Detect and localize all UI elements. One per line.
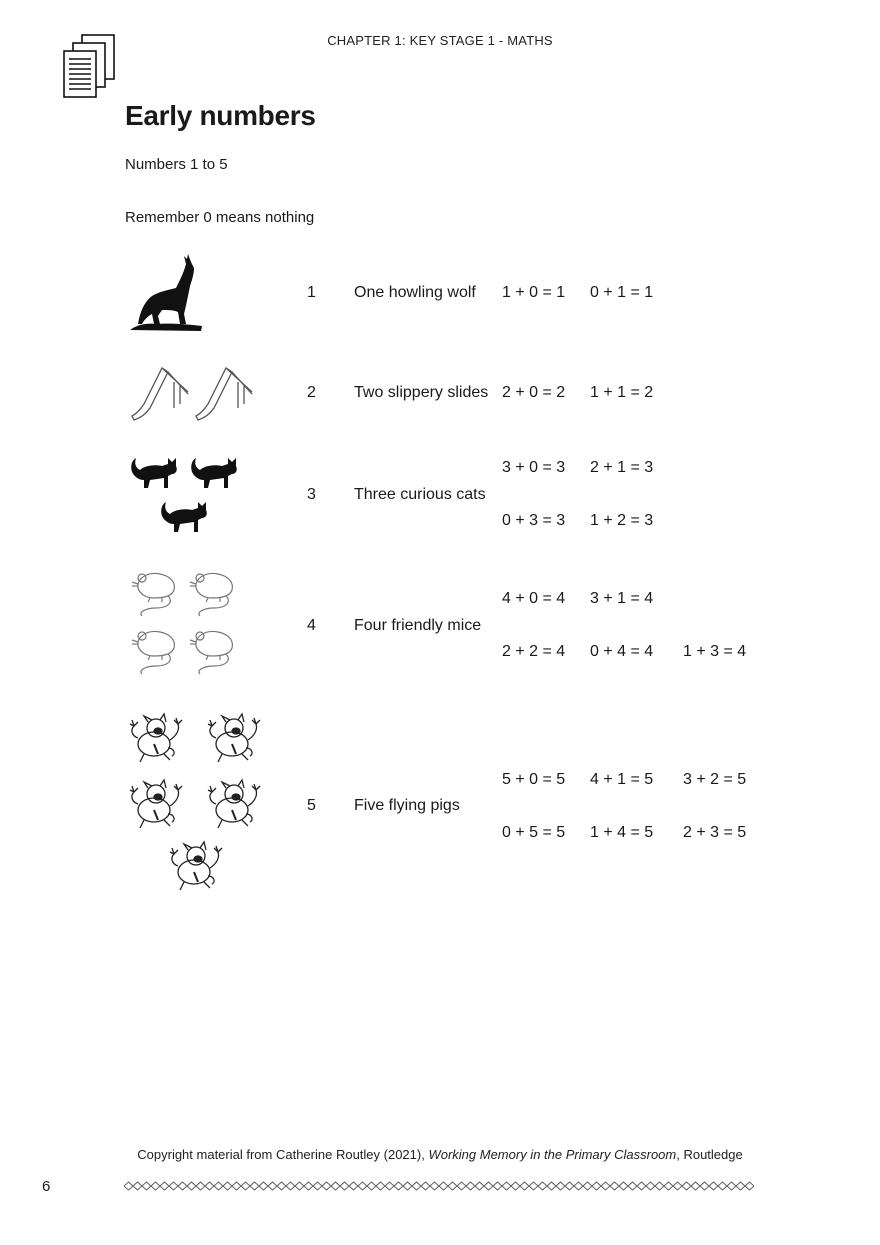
book-title: Working Memory in the Primary Classroom (428, 1147, 677, 1162)
row-phrase: Five flying pigs (354, 797, 460, 814)
wolf-icon (128, 250, 206, 332)
pig-icon (128, 712, 272, 898)
cat-icon (128, 450, 244, 538)
sum: 2 + 1 = 3 (590, 459, 654, 476)
row-phrase: Two slippery slides (354, 384, 489, 401)
sum: 5 + 0 = 5 (502, 771, 566, 788)
page-number: 6 (42, 1178, 51, 1195)
sum: 0 + 1 = 1 (590, 284, 654, 301)
chapter-header: CHAPTER 1: KEY STAGE 1 - MATHS (327, 33, 553, 48)
sum: 0 + 3 = 3 (502, 512, 566, 529)
sum: 1 + 2 = 3 (590, 512, 654, 529)
sum: 2 + 3 = 5 (683, 824, 747, 841)
row-number: 5 (307, 797, 316, 814)
row-phrase: Four friendly mice (354, 617, 482, 634)
sum: 2 + 0 = 2 (502, 384, 566, 401)
sum: 0 + 4 = 4 (590, 643, 654, 660)
subtitle: Numbers 1 to 5 (125, 156, 228, 173)
sum: 3 + 1 = 4 (590, 590, 654, 607)
mouse-icon (128, 568, 242, 682)
sum: 3 + 2 = 5 (683, 771, 747, 788)
sum: 1 + 3 = 4 (683, 643, 747, 660)
sum: 4 + 1 = 5 (590, 771, 654, 788)
row-phrase: One howling wolf (354, 284, 476, 301)
sum: 0 + 5 = 5 (502, 824, 566, 841)
sum: 3 + 0 = 3 (502, 459, 566, 476)
row-number: 1 (307, 284, 316, 301)
sum: 1 + 1 = 2 (590, 384, 654, 401)
copyright-footer (0, 1147, 880, 1162)
diamond-border-divider (124, 1180, 754, 1192)
sum: 1 + 4 = 5 (590, 824, 654, 841)
row-phrase: Three curious cats (354, 486, 486, 503)
page-title: Early numbers (125, 100, 316, 131)
sum: 2 + 2 = 4 (502, 643, 566, 660)
sum: 4 + 0 = 4 (502, 590, 566, 607)
slide-icon (128, 364, 256, 422)
row-number: 3 (307, 486, 316, 503)
row-number: 4 (307, 617, 316, 634)
copyright-prefix: Copyright material from Catherine Routley (2021), (137, 1147, 429, 1162)
sum: 1 + 0 = 1 (502, 284, 566, 301)
row-number: 2 (307, 384, 316, 401)
copyright-suffix: , Routledge (676, 1147, 743, 1162)
note: Remember 0 means nothing (125, 209, 315, 226)
